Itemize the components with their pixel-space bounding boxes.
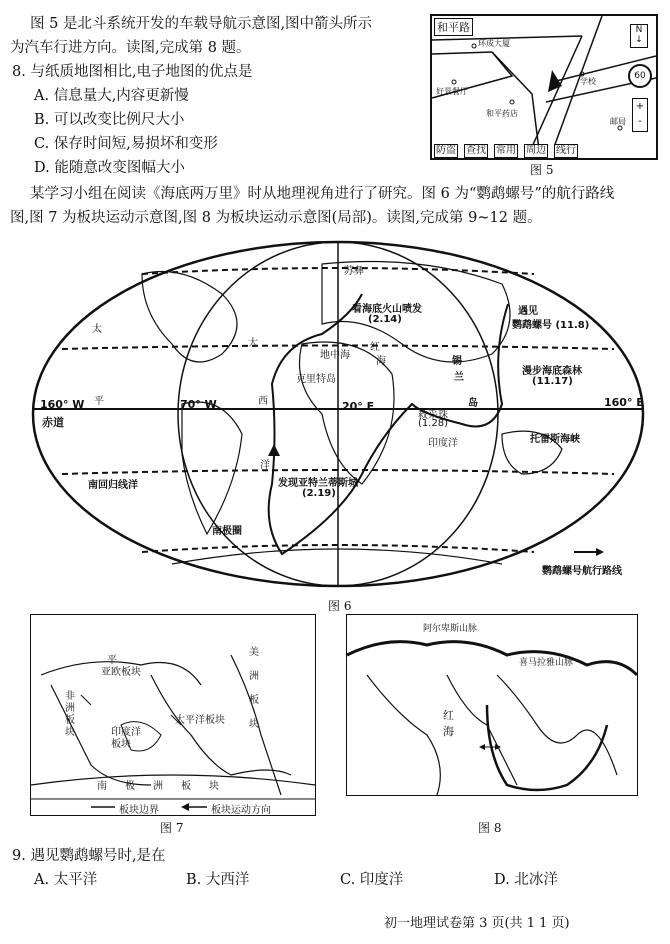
- btn-search[interactable]: 查找: [466, 145, 486, 156]
- fig6-red-sea-b: 海: [376, 356, 386, 367]
- fig6-tropic: 南回归线洋: [88, 480, 138, 491]
- fig5-place-3: 和平药店: [486, 109, 518, 118]
- fig8-caption: 图 8: [478, 821, 502, 835]
- fig6-event-volcano-date: (2.14): [368, 314, 402, 325]
- fig7-plate-antarctic: 南极洲板块: [97, 781, 237, 792]
- fig6-event-nautilus-2: 鹦鹉螺号 (11.8): [512, 320, 590, 331]
- fig7-plate-pacific: 太平洋板块: [175, 715, 225, 726]
- compass-north-icon: N ↓: [630, 24, 648, 48]
- fig7-plate-eurasia: 亚欧板块: [101, 667, 141, 678]
- fig6-ceylon-c: 岛: [468, 398, 478, 409]
- figure-8-plates-local-map: [346, 614, 638, 796]
- fig6-crete: 克里特岛: [296, 374, 336, 385]
- fig5-caption: 图 5: [530, 163, 554, 177]
- fig5-place-1: 环成大厦: [478, 39, 510, 48]
- btn-route[interactable]: 线行: [556, 145, 576, 156]
- intro-q9-line2: 图,图 7 为板块运动示意图,图 8 为板块运动示意图(局部)。读图,完成第 9~12 题。: [10, 210, 542, 226]
- intro-q9-line1: 某学习小组在阅读《海底两万里》时从地理视角进行了研究。图 6 为“鹦鹉螺号”的航行路线: [30, 186, 615, 202]
- fig5-road-label: 和平路: [434, 18, 473, 36]
- btn-anti-theft[interactable]: 防盗: [436, 145, 456, 156]
- fig6-suez: 苏彝: [344, 266, 364, 277]
- q9-stem: 9. 遇见鹦鹉螺号时,是在: [12, 848, 166, 864]
- fig6-event-volcano: 看海底火山喷发: [352, 304, 422, 315]
- fig6-event-forest: 漫步海底森林: [522, 366, 582, 377]
- fig8-red-sea-a: 红: [443, 709, 454, 722]
- fig6-indian-label: 救采珠: [418, 410, 448, 421]
- fig6-pacific-a: 太: [92, 324, 102, 335]
- fig8-himalaya: 喜马拉雅山脉: [519, 658, 574, 668]
- fig6-lon-160e: 160° E: [604, 396, 644, 409]
- fig7-caption: 图 7: [160, 821, 184, 835]
- q9-option-a[interactable]: A. 太平洋: [34, 872, 98, 888]
- fig6-legend: 鹦鹉螺号航行路线: [542, 566, 622, 577]
- q8-option-a[interactable]: A. 信息量大,内容更新慢: [34, 88, 189, 104]
- fig6-event-forest-date: (11.17): [532, 376, 573, 387]
- fig6-map-graphic: [22, 234, 654, 594]
- fig7-plate-america: 美 洲 板 块: [249, 647, 259, 730]
- fig6-torres: 托雷斯海峡: [530, 434, 580, 445]
- q8-option-b[interactable]: B. 可以改变比例尺大小: [34, 112, 185, 128]
- fig5-place-4: 学校: [580, 77, 596, 86]
- btn-nearby[interactable]: 周边: [526, 145, 546, 156]
- fig8-graphic: [347, 615, 637, 795]
- q9-option-b[interactable]: B. 大西洋: [186, 872, 250, 888]
- figure-6-voyage-map: [22, 234, 654, 594]
- q9-option-d[interactable]: D. 北冰洋: [494, 872, 558, 888]
- fig6-event-nautilus: 遇见: [518, 306, 538, 317]
- q9-option-c[interactable]: C. 印度洋: [340, 872, 404, 888]
- fig7-plate-indian: 印度洋 板块: [111, 727, 141, 750]
- fig6-mediterranean: 地中海: [320, 350, 350, 361]
- intro-q8-line1: 图 5 是北斗系统开发的车载导航示意图,图中箭头所示: [30, 16, 373, 32]
- fig6-lon-70w: 70° W: [180, 398, 217, 411]
- fig6-lon-160w: 160° W: [40, 398, 85, 411]
- fig6-event-atlantis: 发现亚特兰蒂斯城: [278, 478, 358, 489]
- fig7-legend-boundary: 板块边界: [119, 805, 159, 816]
- figure-5-navigation-map: [430, 14, 658, 160]
- fig8-alps: 阿尔卑斯山脉: [423, 624, 478, 634]
- fig6-indian-date: (1.28): [418, 418, 449, 429]
- q8-stem: 8. 与纸质地图相比,电子地图的优点是: [12, 64, 253, 80]
- fig7-plate-africa: 非 洲 板 块: [65, 691, 75, 738]
- fig6-lon-20e: 20° E: [342, 400, 375, 413]
- intro-q8-line2: 为汽车行进方向。读图,完成第 8 题。: [10, 40, 251, 56]
- q8-option-c[interactable]: C. 保存时间短,易损坏和变形: [34, 136, 218, 152]
- fig7-legend-direction: 板块运动方向: [211, 805, 271, 816]
- btn-common[interactable]: 常用: [496, 145, 516, 156]
- fig6-red-sea-a: 红: [370, 342, 380, 353]
- fig5-place-2: 好景餐厅: [436, 87, 468, 96]
- q8-option-d[interactable]: D. 能随意改变图幅大小: [34, 160, 185, 176]
- fig6-south-pole: 南极圈: [212, 526, 242, 537]
- fig6-atlantic-a: 大: [248, 338, 258, 349]
- fig5-place-5: 邮局: [610, 117, 626, 126]
- fig6-caption: 图 6: [328, 599, 352, 613]
- fig6-event-atlantis-date: (2.19): [302, 488, 336, 499]
- fig8-red-sea-b: 海: [443, 725, 454, 738]
- fig6-equator: 赤道: [42, 416, 64, 429]
- fig6-pacific-b: 平: [94, 396, 104, 407]
- speed-limit-icon: 60: [628, 64, 652, 88]
- page-footer: 初一地理试卷第 3 页(共 1 1 页): [384, 916, 570, 931]
- fig6-ceylon-a: 锡: [452, 356, 462, 367]
- fig6-ceylon-b: 兰: [454, 372, 464, 383]
- zoom-in-icon[interactable]: +: [635, 101, 645, 112]
- zoom-control[interactable]: [632, 98, 648, 132]
- fig6-atlantic-c: 洋: [260, 460, 270, 471]
- fig6-indian-ocean: 印度洋: [428, 438, 458, 449]
- fig6-atlantic-b: 西: [258, 396, 268, 407]
- figure-7-plates-map: [30, 614, 316, 816]
- zoom-out-icon[interactable]: -: [638, 116, 642, 127]
- fig7-pacific-top: 平: [107, 655, 117, 666]
